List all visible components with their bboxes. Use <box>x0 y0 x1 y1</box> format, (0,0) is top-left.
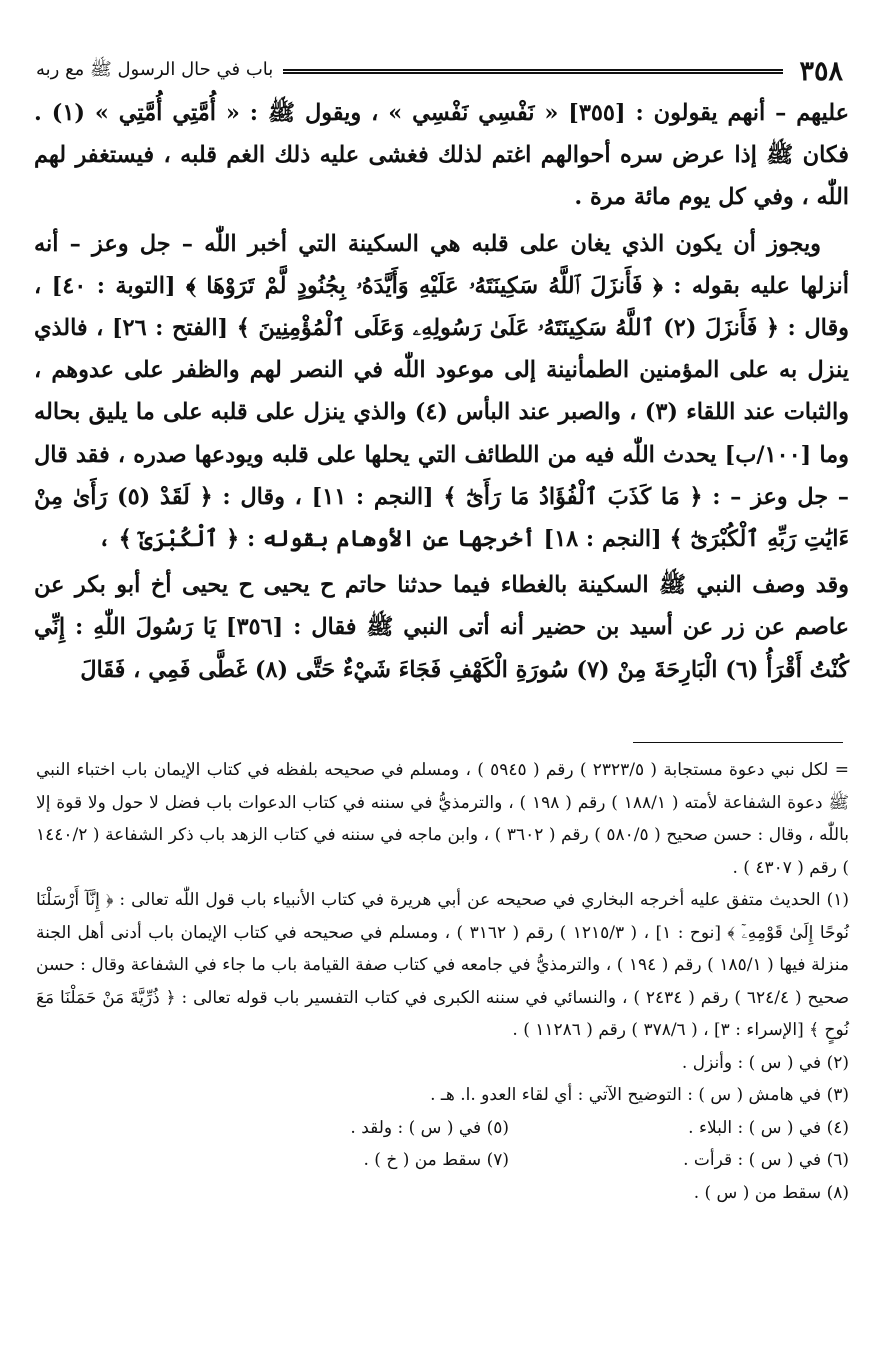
header-double-rule <box>283 69 783 74</box>
footnote-separator <box>633 742 843 743</box>
footnote-1: (١) الحديث متفق عليه أخرجه البخاري في صحيحه عن أبي هريرة في كتاب الأنبياء باب قول اللّٰه تعالى : ﴿ إِنَّآ أَرْسَلْنَا نُوحًا إِلَىٰ قَوْمِهِۦٓ ﴾ [نوح : ١] ، ( ١٢١٥/٣ ) رقم ( ٣١٦٢ ) ، ومسلم في صحيحه في كتاب الإيمان باب أدنى أهل الجنة منزلة فيها ( ١٨٥/١ ) رقم ( ١٩٤ ) ، والترمذيُّ في جامعه في كتاب صفة القيامة باب ما جاء في الشفاعة وقال : حسن صحيح ( ٦٢٤/٤ ) رقم ( ٢٤٣٤ ) ، والنسائي في سننه الكبرى في كتاب التفسير باب قوله تعالى : ﴿ ذُرِّيَّةَ مَنْ حَمَلْنَا مَعَ نُوحٍ ﴾ [الإسراء : ٣] ، ( ٣٧٨/٦ ) رقم ( ١١٢٨٦ ) . <box>36 890 850 1040</box>
footnote-4: (٤) في ( س ) : البلاء . <box>688 1117 849 1138</box>
paragraph-3: وقد وصف النبي ﷺ السكينة بالغطاء فيما حدثنا حاتم ح يحيى ح يحيى أخ أبو بكر عن عاصم عن زر عن أسيد بن حضير أنه أتى النبي ﷺ فقال : [٣٥٦] يَا رَسُولَ اللّٰهِ : إِنِّي كُنْتُ أَقْرَأُ (٦) الْبَارِحَةَ مِنْ (٧) سُورَةِ الْكَهْفِ فَجَاءَ شَيْءٌ حَتَّى (٨) غَطَّى فَمِي ، فَقَالَ <box>34 572 850 683</box>
footnotes <box>36 754 849 1209</box>
main-text <box>34 92 849 691</box>
footnote-continued: = لكل نبي دعوة مستجابة ( ٢٣٢٣/٥ ) رقم ( ٥٩٤٥ ) ، ومسلم في صحيحه بلفظه في كتاب الإيمان باب اختباء النبي ﷺ دعوة الشفاعة لأمته ( ١٨٨/١ ) رقم ( ١٩٨ ) ، والترمذيُّ في سننه في كتاب الدعوات باب فضل لا حول ولا قوة إلا باللّٰه ، وقال : حسن صحيح ( ٥٨٠/٥ ) رقم ( ٣٦٠٢ ) ، وابن ماجه في سننه في كتاب الزهد باب ذكر الشفاعة ( ١٤٤٠/٢ ) رقم ( ٤٣٠٧ ) . <box>36 760 850 878</box>
footnote-7: (٧) سقط من ( خ ) . <box>363 1150 509 1170</box>
running-title: باب في حال الرسول ﷺ مع ربه <box>36 59 274 80</box>
footnote-row-6-7 <box>36 1144 849 1177</box>
footnote-6: (٦) في ( س ) : قرأت . <box>683 1150 849 1170</box>
footnote-5: (٥) في ( س ) : ولقد . <box>350 1117 509 1138</box>
footnote-row-4-5 <box>36 1112 849 1145</box>
page-header <box>36 50 851 92</box>
page-number: ٣٥٨ <box>799 55 843 87</box>
footnote-3: (٣) في هامش ( س ) : التوضيح الآتي : أي لقاء العدو .ا. هـ . <box>430 1085 849 1105</box>
footnote-2: (٢) في ( س ) : وأنزل . <box>681 1052 849 1073</box>
paragraph-1: عليهم – أنهم يقولون : [٣٥٥] « نَفْسِي نَفْسِي » ، ويقول ﷺ : « أُمَّتِي أُمَّتِي » (١) . فكان ﷺ إذا عرض سره أحوالهم اغتم لذلك فغشى عليه ذلك الغم قلبه ، فيستغفر لهم اللّٰه ، وفي كل يوم مائة مرة . <box>34 100 850 211</box>
paragraph-2: ويجوز أن يكون الذي يغان على قلبه هي السكينة التي أخبر اللّٰه – جل وعز – أنه أنزلها عليه بقوله : ﴿ فَأَنزَلَ ٱللَّهُ سَكِينَتَهُۥ عَلَيْهِ وَأَيَّدَهُۥ بِجُنُودٍ لَّمْ تَرَوْهَا ﴾ [التوبة : ٤٠] ، وقال : ﴿ فَأَنزَلَ (٢) ٱللَّهُ سَكِينَتَهُۥ عَلَىٰ رَسُولِهِۦ وَعَلَى ٱلْمُؤْمِنِينَ ﴾ [الفتح : ٢٦] ، فالذي ينزل به على المؤمنين الطمأنينة إلى موعود اللّٰه في النصر لهم والظفر على عدوهم ، والثبات عند اللقاء (٣) ، والصبر عند البأس (٤) والذي ينزل على قلبه على ما يليق بحاله وما [١٠٠/ب] يحدث اللّٰه فيه من اللطائف التي يحلها على قلبه ويودعها صدره ، فقد قال – جل وعز – : ﴿ مَا كَذَبَ ٱلْفُؤَادُ مَا رَأَىٰٓ ﴾ [النجم : ١١] ، وقال : ﴿ لَقَدْ (٥) رَأَىٰ مِنْ ءَايَٰتِ رَبِّهِ ٱلْكُبْرَىٰٓ ﴾ [النجم : ١٨] أخرجها عن الأوهام بقوله : ﴿ ٱلْكُبْرَىٰٓ ﴾ ، <box>34 230 850 553</box>
footnote-8: (٨) سقط من ( س ) . <box>693 1182 849 1203</box>
